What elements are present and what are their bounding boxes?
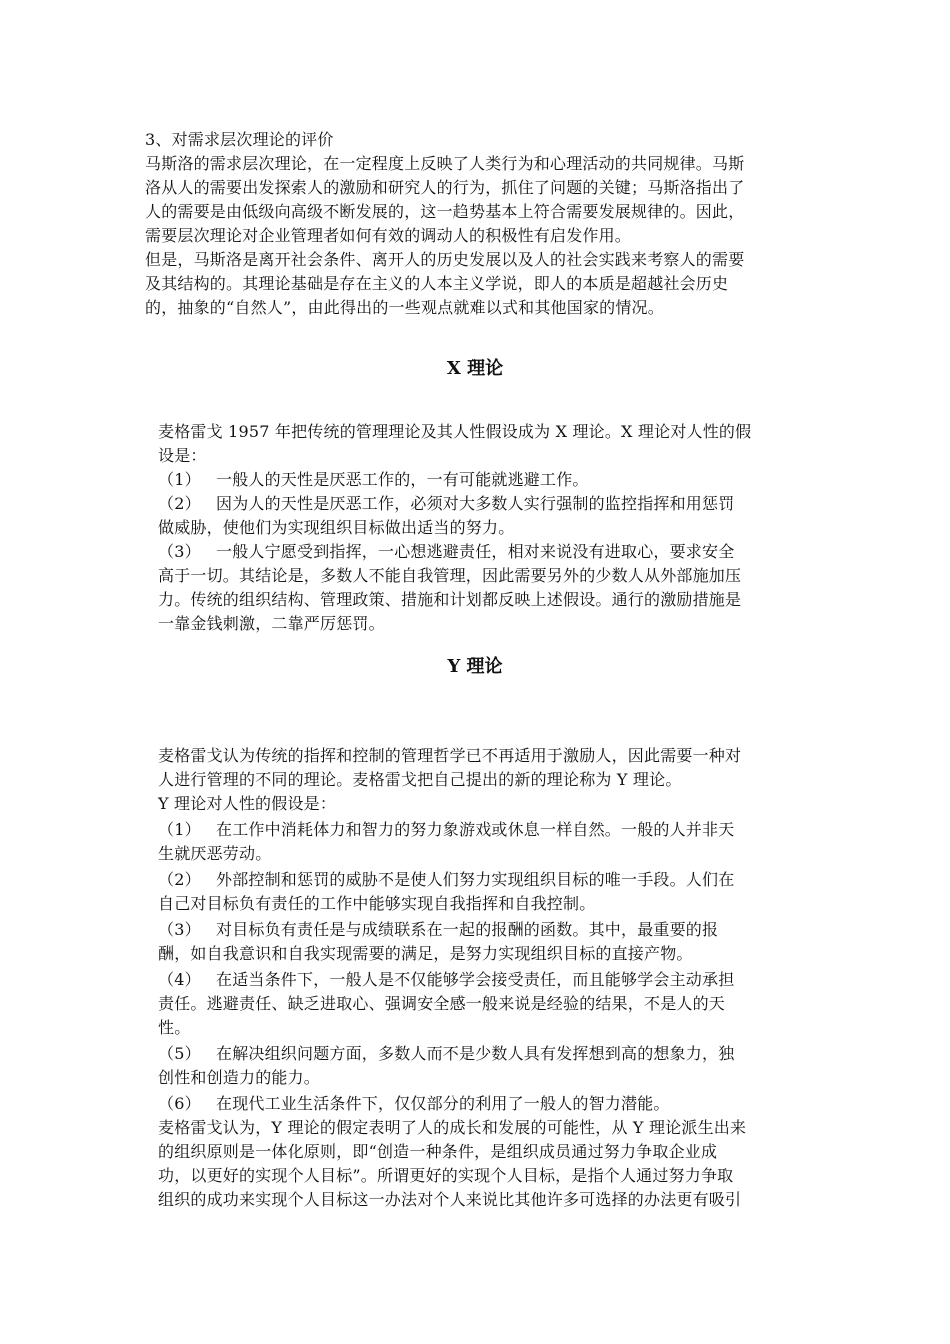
paragraph-line: 一靠金钱刺激，二靠严厉惩罚。	[158, 614, 385, 633]
list-item	[158, 818, 734, 842]
paragraph-line: 生就厌恶劳动。	[158, 844, 272, 863]
list-item	[158, 868, 734, 892]
list-text: 因为人的天性是厌恶工作，必须对大多数人实行强制的监控指挥和用惩罚	[216, 494, 735, 513]
paragraph-line: 设是：	[158, 446, 207, 465]
list-number: （4）	[158, 970, 201, 989]
list-item	[158, 1092, 670, 1116]
list-text: 在解决组织问题方面，多数人而不是少数人具有发挥想到高的想象力，独	[216, 1044, 735, 1063]
list-number: （3）	[158, 920, 201, 939]
paragraph-line: 的，抽象的“自然人”，由此得出的一些观点就难以式和其他国家的情况。	[145, 298, 664, 317]
paragraph-line: 需要层次理论对企业管理者如何有效的调动人的积极性有启发作用。	[145, 226, 632, 245]
paragraph-line: 酬，如自我意识和自我实现需要的满足，是努力实现组织目标的直接产物。	[158, 944, 693, 963]
paragraph-line: 力。传统的组织结构、管理政策、措施和计划都反映上述假设。通行的激励措施是	[158, 590, 742, 609]
list-item	[158, 540, 792, 564]
paragraph-line: 功，以更好的实现个人目标”。所谓更好的实现个人目标，是指个人通过努力争取	[158, 1166, 734, 1185]
list-number: （2）	[158, 870, 201, 889]
paragraph-line: 责任。逃避责任、缺乏进取心、强调安全感一般来说是经验的结果，不是人的天	[158, 994, 726, 1013]
paragraph-line: 的组织原则是一体化原则，即“创造一种条件，是组织成员通过努力争取企业成	[158, 1142, 718, 1161]
y-theory-heading: Y 理论	[447, 656, 503, 677]
list-number: （2）	[158, 494, 201, 513]
paragraph-line: 创性和创造力的能力。	[158, 1068, 321, 1087]
x-theory-heading: X 理论	[446, 358, 504, 379]
paragraph-line: 洛从人的需要出发探索人的激励和研究人的行为，抓住了问题的关键；马斯洛指出了	[145, 178, 745, 197]
list-text: 外部控制和惩罚的威胁不是使人们努力实现组织目标的唯一手段。人们在	[216, 870, 735, 889]
paragraph-line: 麦格雷戈认为，Y 理论的假定表明了人的成长和发展的可能性，从 Y 理论派生出来	[158, 1118, 747, 1137]
list-number: （3）	[158, 542, 201, 561]
list-number: （1）	[158, 470, 201, 489]
paragraph-line: 人的需要是由低级向高级不断发展的，这一趋势基本上符合需要发展规律的。因此，	[145, 202, 745, 221]
paragraph-line: 组织的成功来实现个人目标这一办法对个人来说比其他许多可选择的办法更有吸引	[158, 1190, 742, 1209]
list-number: （6）	[158, 1094, 201, 1113]
paragraph-line: 麦格雷戈认为传统的指挥和控制的管理哲学已不再适用于激励人，因此需要一种对	[158, 746, 742, 765]
list-text: 在适当条件下，一般人是不仅能够学会接受责任，而且能够学会主动承担	[216, 970, 735, 989]
paragraph-line: 但是，马斯洛是离开社会条件、离开人的历史发展以及人的社会实践来考察人的需要	[145, 250, 745, 269]
paragraph-line: Y 理论对人性的假设是：	[158, 794, 337, 813]
paragraph-line: 及其结构的。其理论基础是存在主义的人本主义学说，即人的本质是超越社会历史	[145, 274, 729, 293]
paragraph-line: 自己对目标负有责任的工作中能够实现自我指挥和自我控制。	[158, 894, 596, 913]
section-title: 3、对需求层次理论的评价	[145, 130, 334, 149]
list-text: 在现代工业生活条件下，仅仅部分的利用了一般人的智力潜能。	[216, 1094, 670, 1113]
list-item	[158, 468, 589, 492]
list-text: 一般人宁愿受到指挥，一心想逃避责任，相对来说没有进取心，要求安全	[216, 542, 735, 561]
list-text: 对目标负有责任是与成绩联系在一起的报酬的函数。其中，最重要的报	[216, 920, 719, 939]
list-item	[158, 492, 792, 516]
paragraph-line: 马斯洛的需求层次理论，在一定程度上反映了人类行为和心理活动的共同规律。马斯	[145, 154, 745, 173]
list-item	[158, 968, 734, 992]
list-item	[158, 918, 718, 942]
paragraph-line: 麦格雷戈 1957 年把传统的管理理论及其人性假设成为 X 理论。X 理论对人性的假	[158, 422, 752, 441]
list-text: 一般人的天性是厌恶工作的，一有可能就逃避工作。	[216, 470, 589, 489]
list-item	[158, 1042, 734, 1066]
list-number: （1）	[158, 820, 201, 839]
list-number: （5）	[158, 1044, 201, 1063]
paragraph-line: 做威胁，使他们为实现组织目标做出适当的努力。	[158, 518, 515, 537]
paragraph-line: 高于一切。其结论是，多数人不能自我管理，因此需要另外的少数人从外部施加压	[158, 566, 742, 585]
paragraph-line: 性。	[158, 1018, 191, 1037]
paragraph-line: 人进行管理的不同的理论。麦格雷戈把自己提出的新的理论称为 Y 理论。	[158, 770, 682, 789]
list-text: 在工作中消耗体力和智力的努力象游戏或休息一样自然。一般的人并非天	[216, 820, 735, 839]
